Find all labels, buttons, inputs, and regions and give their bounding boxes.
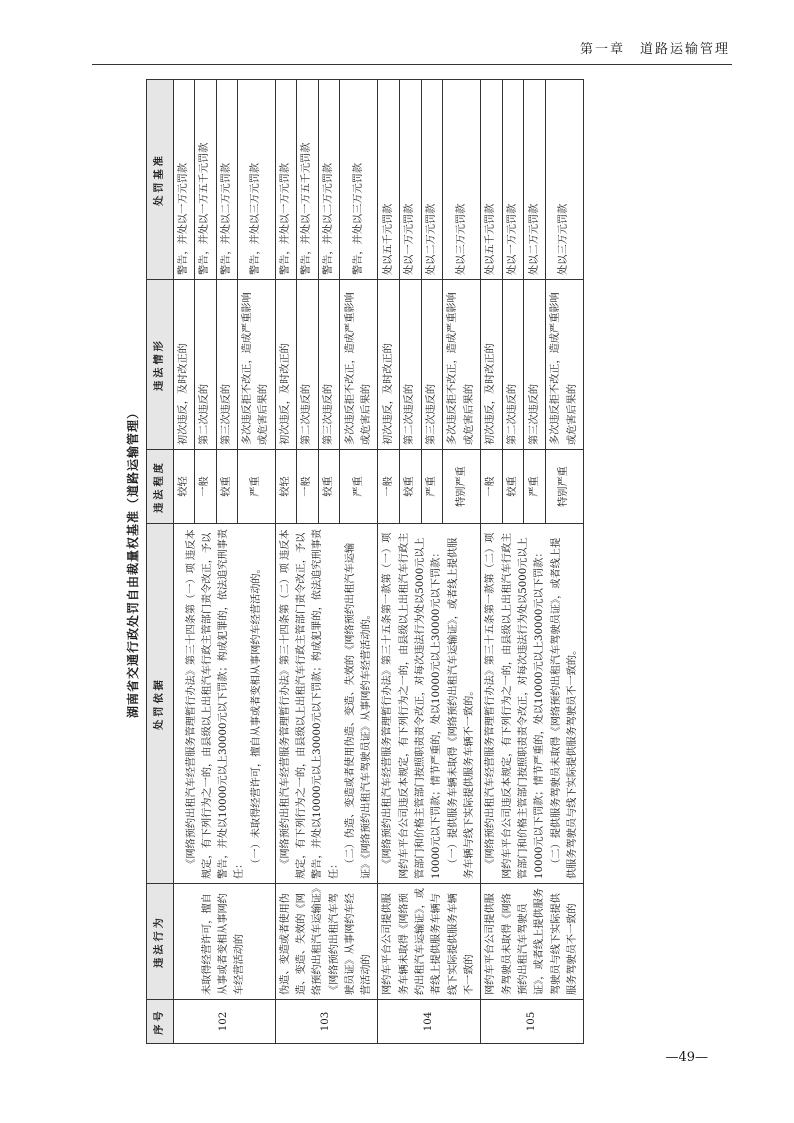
level-circumstance: 多次违反拒不改正，造成严重影响或危害后果的 (340, 280, 378, 450)
level-standard: 处以五千元罚款 (481, 80, 503, 280)
level-standard: 警告，并处以一万五千元罚款 (195, 80, 216, 280)
level-circumstance: 第二次违反的 (297, 280, 319, 450)
level-standard: 处以二万元罚款 (524, 80, 546, 280)
table-header-row (147, 80, 174, 1044)
row-seq: 104 (378, 1000, 481, 1044)
level-degree: 较重 (400, 450, 422, 524)
row-violation: 网约车平台公司提供服务驾驶员未取得《网络预约出租汽车驾驶员证》，或者线上提供服务驾驶员与线下实际提供服务驾驶员不一致的 (481, 884, 584, 1000)
level-circumstance: 第三次违反的 (216, 280, 237, 450)
row-violation: 未取得经营许可，擅自从事或者变相从事网约车经营活动的 (174, 884, 276, 1000)
basis-paragraph: 《网络预约出租汽车经营服务管理暂行办法》第三十四条第（一）项 违反本规定，有下列行为之一的，由县级以上出租汽车行政主管部门责令改正，予以警告，并处以10000元以上30000元以下罚款；构成犯罪的，依法追究刑事责任： (185, 528, 246, 879)
col-circumstance: 违法情形 (147, 280, 174, 450)
level-standard: 警告，并处以一万五千元罚款 (297, 80, 319, 280)
level-circumstance: 初次违反，及时改正的 (481, 280, 503, 450)
chapter-header: 第一章 道路运输管理 (579, 42, 730, 57)
level-circumstance: 第三次违反的 (421, 280, 443, 450)
level-degree: 严重 (340, 450, 378, 524)
level-degree: 严重 (524, 450, 546, 524)
level-circumstance: 第二次违反的 (195, 280, 216, 450)
table-body (174, 80, 584, 1044)
level-degree: 一般 (481, 450, 503, 524)
level-standard: 处以一万元罚款 (400, 80, 422, 280)
level-standard: 警告，并处以三万元罚款 (237, 80, 275, 280)
level-standard: 处以三万元罚款 (546, 80, 584, 280)
level-degree: 一般 (195, 450, 216, 524)
col-seq: 序号 (147, 1000, 174, 1044)
row-basis (378, 524, 481, 884)
level-circumstance: 多次违反拒不改正，造成严重影响或危害后果的 (546, 280, 584, 450)
level-circumstance: 多次违反拒不改正，造成严重影响或危害后果的 (237, 280, 275, 450)
level-degree: 特别严重 (546, 450, 584, 524)
level-degree: 较重 (318, 450, 340, 524)
basis-paragraph: 《网络预约出租汽车经营服务管理暂行办法》第三十五条第一款第（一）项 网约车平台公司违反本规定，有下列行为之一的，由县级以上出租汽车行政主管部门和价格主管部门按照职责责令改正，对每次违法行为处以5000元以上10000元以下罚款；情节严重的，处以10000元以上30000元以下罚款： (382, 532, 443, 879)
level-standard: 处以五千元罚款 (378, 80, 400, 280)
basis-paragraph: （二）伪造、变造或者使用伪造、变造、失效的《网络预约出租汽车运输证》《网络预约出租汽车驾驶员证》从事网约车经营活动的。 (344, 542, 373, 879)
basis-paragraph: （一）未取得经营许可，擅自从事或者变相从事网约车经营活动的。 (250, 563, 262, 869)
level-standard: 处以三万元罚款 (443, 80, 481, 280)
page-number: —49— (665, 1050, 708, 1065)
level-degree: 较轻 (275, 450, 297, 524)
table-caption: 湖南省交通行政处罚自由裁量权基准（道路运输管理） (126, 406, 140, 719)
row-seq: 105 (481, 1000, 584, 1044)
level-degree: 较轻 (174, 450, 195, 524)
level-circumstance: 第二次违反的 (400, 280, 422, 450)
row-violation: 伪造、变造或者使用伪造、变造、失效的《网络预约出租汽车运输证》《网络预约出租汽车驾驶员证》从事网约车经营活动的 (275, 884, 378, 1000)
level-standard: 警告，并处以一万元罚款 (275, 80, 297, 280)
rotated-table-block (120, 80, 613, 1044)
basis-paragraph: 《网络预约出租汽车经营服务管理暂行办法》第三十四条第（二）项 违反本规定，有下列行为之一的，由县级以上出租汽车行政主管部门责令改正，予以警告，并处以10000元以上30000元以下罚款；构成犯罪的，依法追究刑事责任： (279, 528, 340, 879)
level-degree: 较重 (502, 450, 524, 524)
level-circumstance: 初次违反，及时改正的 (174, 280, 195, 450)
level-standard: 警告，并处以二万元罚款 (216, 80, 237, 280)
level-circumstance: 第二次违反的 (502, 280, 524, 450)
table-row (481, 80, 503, 1044)
level-standard: 警告，并处以三万元罚款 (340, 80, 378, 280)
level-degree: 较重 (216, 450, 237, 524)
level-degree: 特别严重 (443, 450, 481, 524)
level-circumstance: 初次违反，及时改正的 (275, 280, 297, 450)
level-circumstance: 第三次违反的 (318, 280, 340, 450)
level-degree: 严重 (421, 450, 443, 524)
basis-paragraph: （一）提供服务车辆未取得《网络预约出租汽车运输证》，或者线上提供服务车辆与线下实际提供服务车辆不一致的。 (447, 537, 475, 879)
basis-paragraph: （二）提供服务驾驶员未取得《网络预约出租汽车驾驶员证》，或者线上提供服务驾驶员与线下实际提供服务驾驶员不一致的。 (550, 537, 578, 879)
level-circumstance: 第三次违反的 (524, 280, 546, 450)
level-circumstance: 初次违反，及时改正的 (378, 280, 400, 450)
basis-paragraph: 《网络预约出租汽车经营服务管理暂行办法》第三十五条第一款第（二）项 网约车平台公司违反本规定，有下列行为之一的，由县级以上出租汽车行政主管部门和价格主管部门按照职责责令改正，对每次违法行为处以5000元以上10000元以下罚款；情节严重的，处以10000元以上30000元以下罚款： (485, 532, 546, 879)
table-row (174, 80, 195, 1044)
col-degree: 违法程度 (147, 450, 174, 524)
header-rule (92, 64, 732, 65)
level-circumstance: 多次违反拒不改正，造成严重影响或危害后果的 (443, 280, 481, 450)
table-row (378, 80, 400, 1044)
col-standard: 处罚基准 (147, 80, 174, 280)
row-basis (481, 524, 584, 884)
level-degree: 一般 (297, 450, 319, 524)
table-row (275, 80, 297, 1044)
level-degree: 严重 (237, 450, 275, 524)
row-basis (174, 524, 276, 884)
col-act: 违法行为 (147, 884, 174, 1000)
level-standard: 警告，并处以一万元罚款 (174, 80, 195, 280)
col-basis: 处罚依据 (147, 524, 174, 884)
row-seq: 102 (174, 1000, 276, 1044)
row-seq: 103 (275, 1000, 378, 1044)
row-basis (275, 524, 378, 884)
level-standard: 警告，并处以二万元罚款 (318, 80, 340, 280)
level-standard: 处以一万元罚款 (502, 80, 524, 280)
row-violation: 网约车平台公司提供服务车辆未取得《网络预约出租汽车运输证》，或者线上提供服务车辆与线下实际提供服务车辆不一致的 (378, 884, 481, 1000)
level-standard: 处以二万元罚款 (421, 80, 443, 280)
level-degree: 一般 (378, 450, 400, 524)
penalty-table (146, 79, 584, 1044)
